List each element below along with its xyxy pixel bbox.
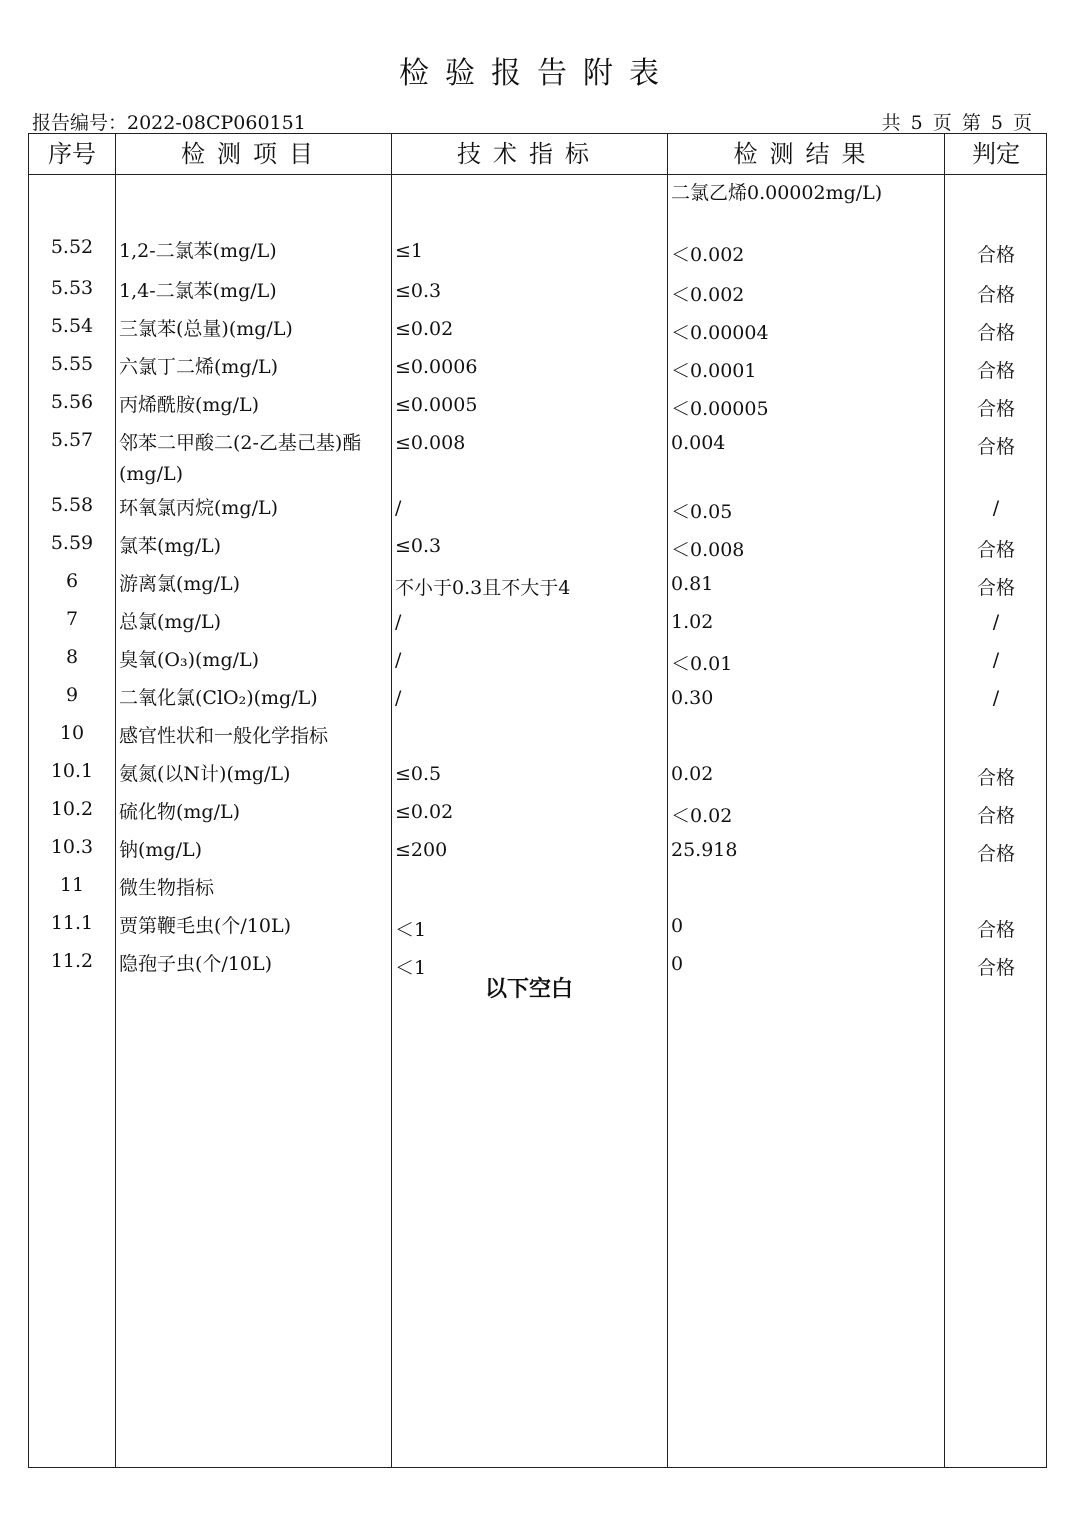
table-row [29, 569, 1048, 607]
row-item: 氨氮(以N计)(mg/L) [119, 763, 291, 785]
row-result: ＜0.02 [671, 805, 733, 827]
row-number: 5.55 [50, 353, 94, 375]
row-number: 5.58 [50, 494, 94, 516]
row-number: 5.56 [50, 391, 94, 413]
row-judgement: 合格 [976, 957, 1015, 979]
row-standard: / [395, 687, 402, 709]
table-row [29, 493, 1048, 531]
row-result: 0.02 [671, 763, 714, 785]
blank-note: 以下空白 [484, 977, 573, 1002]
row-result: ＜0.0001 [671, 360, 757, 382]
row-standard: ≤0.3 [395, 280, 442, 302]
row-number: 11.2 [50, 950, 94, 972]
row-result: ＜0.05 [671, 501, 733, 523]
row-result: 0 [671, 953, 684, 975]
row-item: 六氯丁二烯(mg/L) [119, 356, 279, 378]
row-judgement: 合格 [976, 577, 1015, 599]
row-item: 贾第鞭毛虫(个/10L) [119, 915, 292, 937]
row-item: 二氧化氯(ClO₂)(mg/L) [119, 687, 318, 709]
row-item: 总氯(mg/L) [119, 611, 222, 633]
row-item: 游离氯(mg/L) [119, 573, 241, 595]
row-result: 25.918 [671, 839, 738, 861]
row-number: 5.57 [50, 429, 94, 451]
row-judgement: 合格 [976, 843, 1015, 865]
row-number: 6 [65, 570, 79, 592]
row-item: 感官性状和一般化学指标 [119, 725, 329, 747]
row-item: 钠(mg/L) [119, 839, 203, 861]
table-row [29, 226, 1048, 276]
row-number: 5.54 [50, 315, 94, 337]
row-standard: ≤0.3 [395, 535, 442, 557]
row-number: 5.59 [50, 532, 94, 554]
continuation-result: 二氯乙烯0.00002mg/L) [671, 182, 883, 204]
row-number: 9 [65, 684, 79, 706]
table-row [29, 531, 1048, 569]
row-result: 0.81 [671, 573, 714, 595]
row-result: ＜0.00005 [671, 398, 769, 420]
header-judgement: 判定 [972, 140, 1020, 168]
row-item: 1,2-二氯苯(mg/L) [119, 240, 277, 262]
table-row [29, 759, 1048, 797]
row-result: ＜0.008 [671, 539, 745, 561]
row-number: 5.53 [50, 277, 94, 299]
row-item: 微生物指标 [119, 877, 215, 899]
row-result: ＜0.01 [671, 653, 733, 675]
page-info: 共 5 页 第 5 页 [881, 112, 1032, 134]
row-result: 0 [671, 915, 684, 937]
row-judgement: 合格 [976, 805, 1015, 827]
row-item: 隐孢子虫(个/10L) [119, 953, 273, 975]
row-standard: ≤1 [395, 240, 424, 262]
row-number: 10 [59, 722, 85, 744]
table-row [29, 314, 1048, 352]
row-result: 0.30 [671, 687, 714, 709]
row-judgement: 合格 [976, 919, 1015, 941]
table-row [29, 721, 1048, 759]
row-item: 1,4-二氯苯(mg/L) [119, 280, 277, 302]
row-result: ＜0.002 [671, 284, 745, 306]
row-number: 11 [59, 874, 85, 896]
row-standard: 不小于0.3且不大于4 [395, 577, 571, 599]
table-row [29, 911, 1048, 949]
table-body [29, 174, 1048, 987]
report-title: 检验报告附表 [399, 56, 675, 91]
row-standard: ≤200 [395, 839, 448, 861]
row-judgement: / [992, 687, 1000, 709]
row-standard: ≤0.008 [395, 432, 466, 454]
row-judgement: 合格 [976, 436, 1015, 458]
row-standard: ＜1 [395, 957, 427, 979]
row-judgement: 合格 [976, 322, 1015, 344]
row-number: 11.1 [50, 912, 94, 934]
table-row [29, 352, 1048, 390]
table-row [29, 276, 1048, 314]
row-result: 0.004 [671, 432, 726, 454]
results-table [28, 133, 1047, 1468]
header-item: 检测项目 [181, 140, 325, 168]
row-result: 1.02 [671, 611, 714, 633]
header-standard: 技术指标 [457, 140, 601, 168]
table-row [29, 390, 1048, 428]
table-row [29, 645, 1048, 683]
row-standard: ≤0.0005 [395, 394, 478, 416]
row-judgement: 合格 [976, 398, 1015, 420]
table-row [29, 428, 1048, 493]
row-item: 环氧氯丙烷(mg/L) [119, 497, 279, 519]
header-result: 检测结果 [733, 140, 878, 168]
row-standard: ≤0.02 [395, 801, 454, 823]
row-standard: ≤0.02 [395, 318, 454, 340]
row-judgement: 合格 [976, 244, 1015, 266]
row-standard: / [395, 611, 402, 633]
row-result: ＜0.00004 [671, 322, 769, 344]
row-item: 臭氧(O₃)(mg/L) [119, 649, 260, 671]
row-item: 三氯苯(总量)(mg/L) [119, 318, 293, 340]
continuation-row [29, 174, 1048, 226]
row-judgement: / [992, 611, 1000, 633]
row-item: 邻苯二甲酸二(2-乙基己基)酯(mg/L) [119, 432, 362, 485]
row-number: 7 [65, 608, 79, 630]
table-row [29, 873, 1048, 911]
table-row [29, 607, 1048, 645]
row-judgement: 合格 [976, 284, 1015, 306]
row-judgement: / [992, 649, 1000, 671]
row-number: 5.52 [50, 236, 94, 258]
row-standard: ≤0.0006 [395, 356, 478, 378]
row-result: ＜0.002 [671, 244, 745, 266]
table-row [29, 797, 1048, 835]
row-number: 10.2 [50, 798, 94, 820]
row-number: 8 [65, 646, 79, 668]
header-no: 序号 [48, 140, 96, 168]
row-judgement: 合格 [976, 360, 1015, 382]
row-standard: / [395, 649, 402, 671]
row-item: 硫化物(mg/L) [119, 801, 241, 823]
row-standard: ＜1 [395, 919, 427, 941]
row-standard: / [395, 497, 402, 519]
row-judgement: 合格 [976, 767, 1015, 789]
row-judgement: 合格 [976, 539, 1015, 561]
row-judgement: / [992, 497, 1000, 519]
row-item: 氯苯(mg/L) [119, 535, 222, 557]
row-item: 丙烯酰胺(mg/L) [119, 394, 260, 416]
table-row [29, 683, 1048, 721]
table-row [29, 835, 1048, 873]
report-number: 报告编号：2022-08CP060151 [32, 112, 306, 134]
row-number: 10.1 [50, 760, 94, 782]
row-standard: ≤0.5 [395, 763, 442, 785]
row-number: 10.3 [50, 836, 94, 858]
